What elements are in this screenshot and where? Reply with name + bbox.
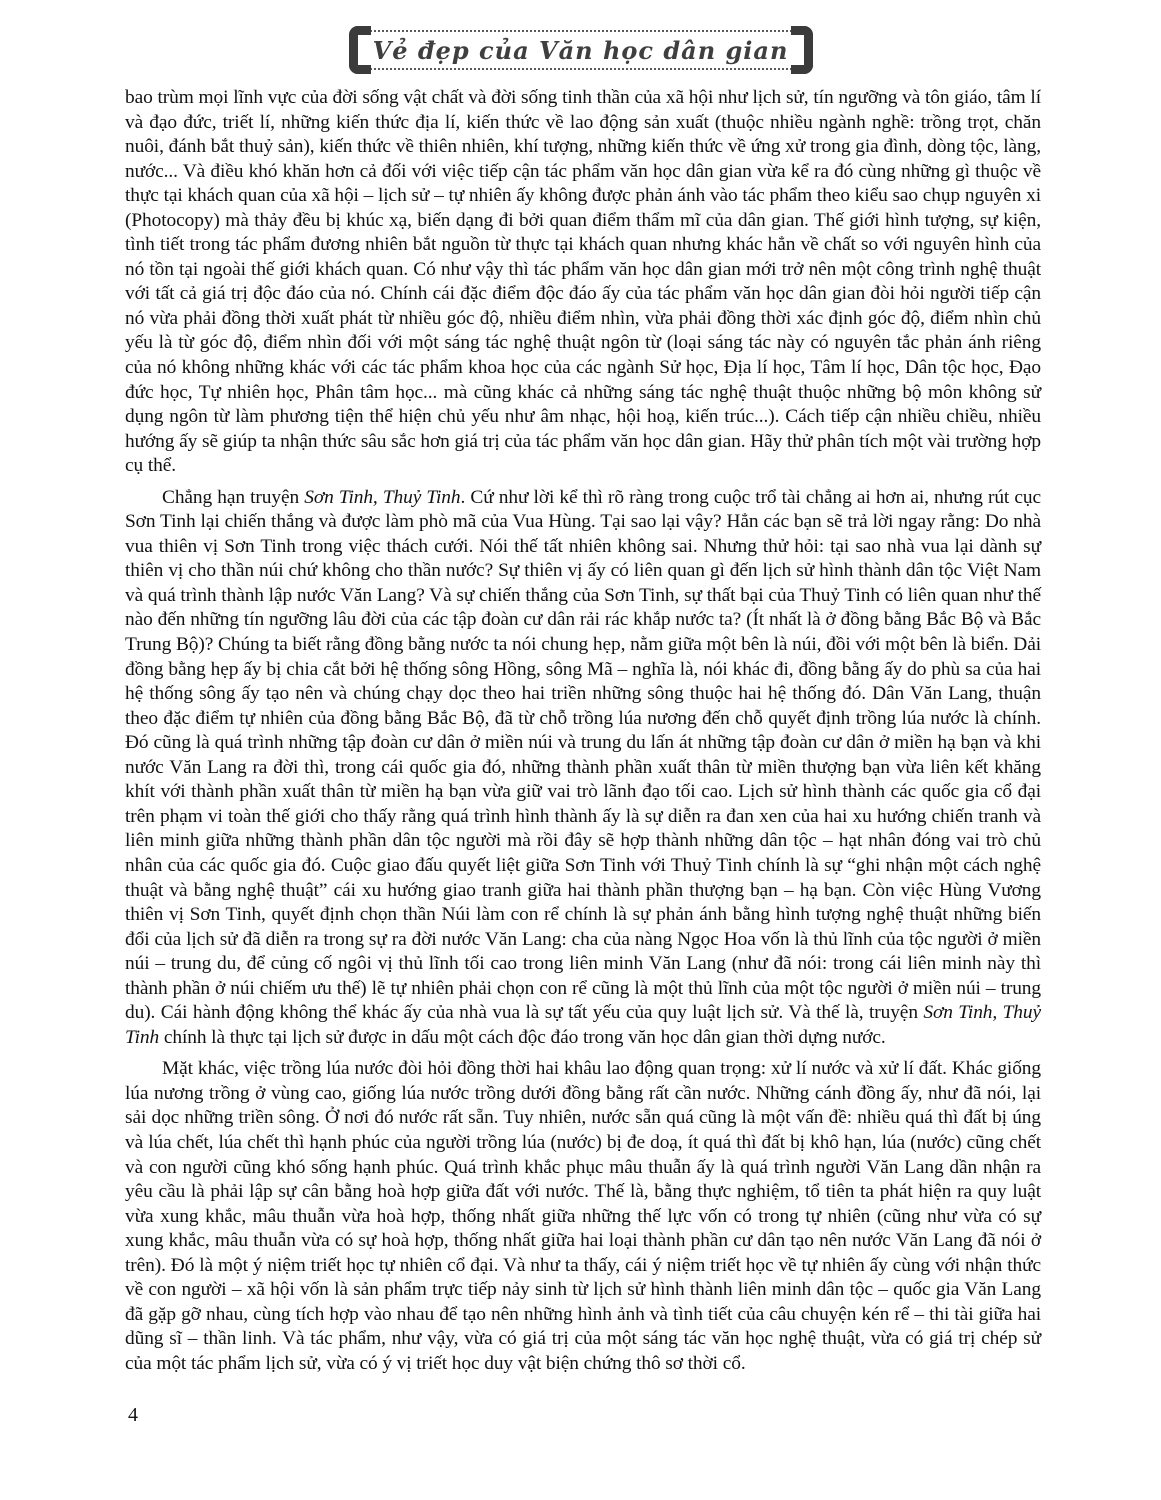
paragraph [125, 86, 1041, 479]
paragraph [125, 1057, 1041, 1376]
text-run: Mặt khác, việc trồng lúa nước đòi hỏi đồng thời hai khâu lao động quan trọng: xử lí nước và xử lí đất. Khác giống lúa nương trồng ở vùng cao, giống lúa nước trồng dưới đồng bằng rất cần nước. Những cánh đồng ấy, như đã nói, lại sải dọc những triền sông. Ở nơi đó nước rất sẵn. Tuy nhiên, nước sẵn quá cũng là một vấn đề: nhiều quá thì đất bị úng và lúa chết, lúa chết thì hạnh phúc của người trồng lúa (nước) bị đe doạ, ít quá thì đất bị khô hạn, lúa (nước) cũng chết và con người cũng khó sống hạnh phúc. Quá trình khắc phục mâu thuẫn ấy là quá trình người Văn Lang dần nhận ra yêu cầu là phải lập sự cân bằng hoà hợp giữa đất với nước. Thế là, bằng thực nghiệm, tổ tiên ta phát hiện ra quy luật vừa xung khắc, mâu thuẫn vừa hoà hợp, thống nhất giữa những thế lực vốn có trong tự nhiên (cũng như vừa có sự xung khắc, mâu thuẫn vừa có sự hoà hợp, thống nhất giữa hai loại thành phần cư dân tạo nên nước Văn Lang đã nói ở trên). Đó là một ý niệm triết học tự nhiên cổ đại. Và như ta thấy, cái ý niệm triết học về tự nhiên ấy cùng với nhận thức về con người – xã hội vốn là sản phẩm trực tiếp nảy sinh từ lịch sử hình thành liên minh dân tộc – quốc gia Văn Lang đã gặp gỡ nhau, cùng tích hợp vào nhau để tạo nên những hình ảnh và tình tiết của câu chuyện kén rể – thi tài giữa hai dũng sĩ – thần linh. Và tác phẩm, như vậy, vừa có giá trị của một sáng tác văn học nghệ thuật, vừa có giá trị chép sử của một tác phẩm lịch sử, vừa có ý vị triết học duy vật biện chứng thô sơ thời cổ. [125, 1058, 1041, 1374]
page-header [0, 30, 1161, 70]
page-number: 4 [128, 1404, 138, 1426]
text-run: bao trùm mọi lĩnh vực của đời sống vật chất và đời sống tinh thần của xã hội như lịch sử, tín ngưỡng và tôn giáo, tâm lí và đạo đức, triết lí, những kiến thức địa lí, kiến thức về lao động sản xuất (thuộc nhiều ngành nghề: trồng trọt, chăn nuôi, đánh bắt thuỷ sản), kiến thức về thiên nhiên, khí tượng, những kiến thức về ứng xử trong gia đình, dòng tộc, làng, nước... Và điều khó khăn hơn cả đối với việc tiếp cận tác phẩm văn học dân gian vừa kể ra đó cùng những gì thuộc về thực tại khách quan của xã hội – lịch sử – tự nhiên ấy không được phản ánh vào tác phẩm theo kiểu sao chụp nguyên xi (Photocopy) mà thảy đều bị khúc xạ, biến dạng đi bởi quan điểm thẩm mĩ của dân gian. Thế giới hình tượng, sự kiện, tình tiết trong tác phẩm đương nhiên bắt nguồn từ thực tại khách quan nhưng khác hẳn về chất so với nguyên hình của nó tồn tại ngoài thế giới khách quan. Có như vậy thì tác phẩm văn học dân gian mới trở nên một công trình nghệ thuật với tất cả giá trị độc đáo của nó. Chính cái đặc điểm độc đáo ấy của tác phẩm văn học dân gian đòi hỏi người tiếp cận nó vừa phải đồng thời xuất phát từ nhiều góc độ, nhiều điểm nhìn, vừa phải đồng thời xác định góc độ, điểm nhìn chủ yếu là từ góc độ, điểm nhìn đối với một sáng tác nghệ thuật ngôn từ (loại sáng tác này có nguyên tắc phản ánh riêng của nó không những khác với các tác phẩm khoa học của các ngành Sử học, Địa lí học, Tâm lí học, Dân tộc học, Đạo đức học, Tự nhiên học, Phân tâm học... mà cũng khác cả những sáng tác nghệ thuật thuộc những bộ môn không sử dụng ngôn từ làm phương tiện thể hiện chủ yếu như âm nhạc, hội hoạ, kiến trúc...). Cách tiếp cận nhiều chiều, nhiều hướng ấy sẽ giúp ta nhận thức sâu sắc hơn giá trị của tác phẩm văn học dân gian. Hãy thử phân tích một vài trường hợp cụ thể. [125, 87, 1041, 477]
right-bracket-ornament [791, 26, 813, 74]
text-run: . Cứ như lời kể thì rõ ràng trong cuộc trổ tài chẳng ai hơn ai, nhưng rút cục Sơn Tinh lại chiến thắng và được làm phò mã của Vua Hùng. Tại sao lại vậy? Hẳn các bạn sẽ trả lời ngay rằng: Do nhà vua thiên vị Sơn Tinh trong việc thách cưới. Nói thế tất nhiên không sai. Nhưng thử hỏi: tại sao nhà vua lại dành sự thiên vị cho thần núi chứ không cho thần nước? Sự thiên vị ấy có liên quan gì đến lịch sử hình thành dân tộc Việt Nam và quá trình thành lập nước Văn Lang? Và sự chiến thắng của Sơn Tinh, sự thất bại của Thuỷ Tinh có liên quan như thế nào đến những tín ngưỡng lâu đời của các tập đoàn cư dân rải rác khắp nước ta? (Ít nhất là ở đồng bằng Bắc Bộ và Bắc Trung Bộ)? Chúng ta biết rằng đồng bằng nước ta nói chung hẹp, nằm giữa một bên là núi, đồi với một bên là biển. Dải đồng bằng hẹp ấy bị chia cắt bởi hệ thống sông Hồng, sông Mã – nghĩa là, nói khác đi, đồng bằng ấy do phù sa của hai hệ thống sông ấy tạo nên và chúng chạy dọc theo hai triền những sông thuộc hai hệ thống đó. Dân Văn Lang, thuận theo đặc điểm tự nhiên của đồng bằng Bắc Bộ, đã từ chỗ trồng lúa nương đến chỗ quyết định trồng lúa nước là chính. Đó cũng là quá trình những tập đoàn cư dân ở miền núi và trung du lấn át những tập đoàn cư dân ở miền hạ bạn và khi nước Văn Lang ra đời thì, trong cái quốc gia đó, những thành phần xuất thân từ miền thượng bạn vừa liên kết khăng khít với thành phần xuất thân từ miền hạ bạn vừa giữ vai trò lãnh đạo tối cao. Lịch sử hình thành các quốc gia cổ đại trên phạm vi toàn thế giới cho thấy rằng quá trình hình thành ấy là sự diễn ra đan xen của hai xu hướng chiến tranh và liên minh giữa những thành phần dân tộc người mà rồi đây sẽ hợp thành những dân tộc – hạt nhân đóng vai trò chủ nhân của các quốc gia đó. Cuộc giao đấu quyết liệt giữa Sơn Tinh với Thuỷ Tinh chính là sự “ghi nhận một cách nghệ thuật và bằng nghệ thuật” cái xu hướng giao tranh giữa hai thành phần thượng bạn – hạ bạn. Còn việc Hùng Vương thiên vị Sơn Tinh, quyết định chọn thần Núi làm con rể chính là sự phản ánh bằng hình tượng nghệ thuật những biến đổi của lịch sử đã diễn ra trong sự ra đời nước Văn Lang: cha của nàng Ngọc Hoa vốn là thủ lĩnh của tộc người ở miền núi – trung du, để củng cố ngôi vị thủ lĩnh tối cao trong liên minh Văn Lang (như đã nói: trong cái liên minh này thì thành phần ở núi chiếm ưu thế) lẽ tự nhiên phải chọn con rể cũng là một thủ lĩnh của một tộc người ở miền núi – trung du). Cái hành động không thể khác ấy của nhà vua là sự tất yếu của quy luật lịch sử. Và thế là, truyện [125, 486, 1041, 1024]
text-run: Chẳng hạn truyện [162, 486, 305, 508]
story-title-italic: Sơn Tinh, Thuỷ Tinh [304, 486, 461, 508]
document-body [125, 86, 1041, 1376]
left-bracket-ornament [349, 26, 371, 74]
paragraph [125, 486, 1041, 1051]
page-title: Vẻ đẹp của Văn học dân gian [372, 35, 789, 65]
story-title-italic: Sơn Tinh, Thuỷ Tinh [125, 1002, 1042, 1048]
title-banner [355, 30, 807, 70]
text-run: chính là thực tại lịch sử được in dấu một cách độc đáo trong văn học dân gian thời dựng nước. [159, 1026, 886, 1048]
